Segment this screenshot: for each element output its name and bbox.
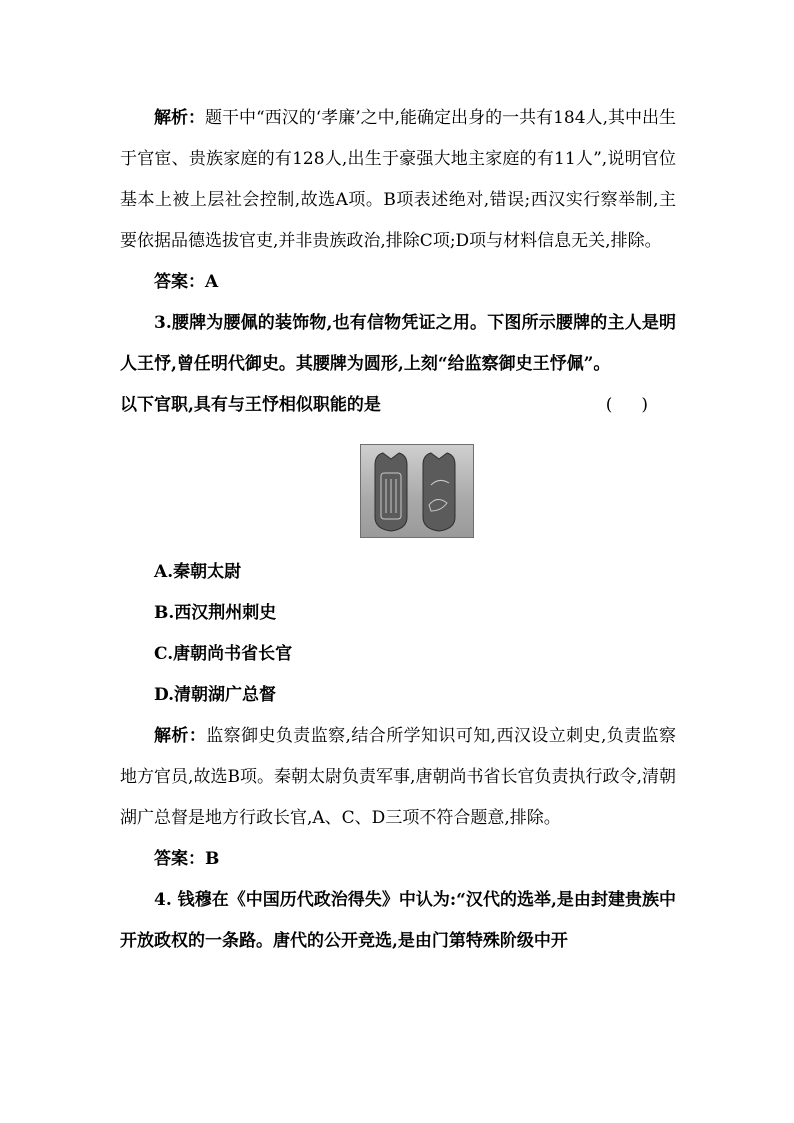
answer-line-q2 <box>120 262 676 303</box>
answer-line-q3 <box>120 839 676 880</box>
answer-label: 答案： <box>154 272 205 292</box>
question-3-prompt: 以下官职,具有与王忬相似职能的是 <box>120 395 381 415</box>
question-3-stem: 3.腰牌为腰佩的装饰物,也有信物凭证之用。下图所示腰牌的主人是明人王忬,曾任明代御史。其腰牌为圆形,上刻“给监察御史王忬佩”。 <box>120 313 676 374</box>
answer-label: 答案： <box>154 849 205 869</box>
answer-value: A <box>205 272 219 292</box>
option-d: D.清朝湖广总督 <box>154 685 277 705</box>
question-3-last-line <box>120 385 676 426</box>
option-b: B.西汉荆州刺史 <box>154 603 277 623</box>
option-c: C.唐朝尚书省长官 <box>154 644 293 664</box>
analysis-text: 题干中“西汉的‘孝廉’之中,能确定出身的一共有184人,其中出生于官宦、贵族家庭的有128人,出生于豪强大地主家庭的有11人”,说明官位基本上被上层社会控制,故选A项。B项表述绝对,错误;西汉实行察举制,主要依据品德选拔官吏,并非贵族政治,排除C项;D项与材料信息无关,排除。 <box>120 108 676 251</box>
option-a: A.秦朝太尉 <box>154 562 242 582</box>
analysis-paragraph-q3 <box>120 716 676 839</box>
analysis-text: 监察御史负责监察,结合所学知识可知,西汉设立刺史,负责监察地方官员,故选B项。秦朝太尉负责军事,唐朝尚书省长官负责执行政令,清朝湖广总督是地方行政长官,A、C、D三项不符合题意,排除。 <box>120 726 677 828</box>
waist-token-illustration <box>361 445 473 537</box>
answer-value: B <box>205 849 220 869</box>
document-page <box>120 98 676 962</box>
answer-blank-paren: ( ) <box>605 395 654 415</box>
waist-token-image <box>360 444 474 538</box>
analysis-label: 解析： <box>154 108 206 128</box>
figure-container <box>120 426 676 552</box>
analysis-label: 解析： <box>154 726 207 746</box>
analysis-paragraph-q2 <box>120 98 676 262</box>
question-4-stem: 4. 钱穆在《中国历代政治得失》中认为:“汉代的选举,是由封建贵族中开放政权的一条路。唐代的公开竞选,是由门第特殊阶级中开 <box>120 890 676 951</box>
